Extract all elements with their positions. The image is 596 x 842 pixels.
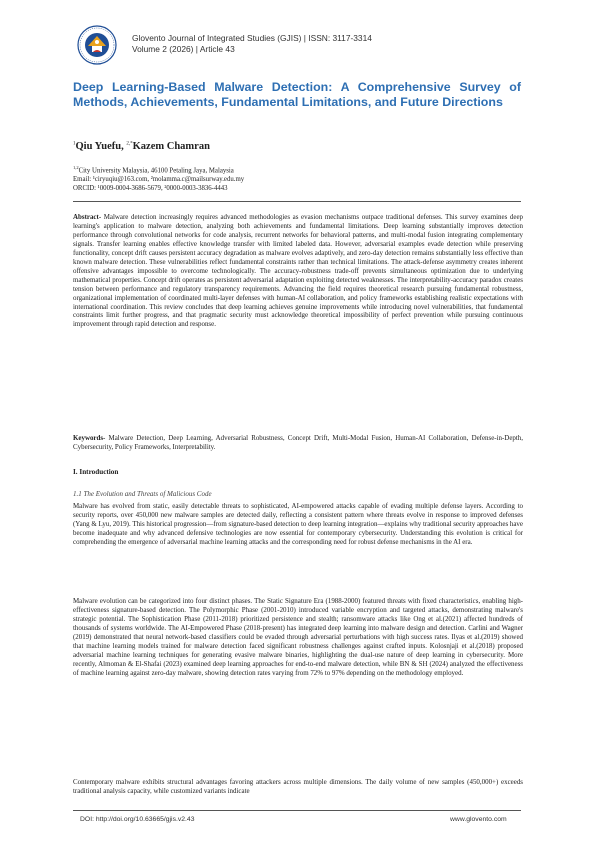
- author2-name: Kazem Chamran: [132, 141, 210, 152]
- paragraph: [73, 502, 523, 547]
- header-divider: [73, 201, 521, 202]
- keywords: [73, 434, 523, 452]
- author2-sup: 2,*: [126, 141, 133, 147]
- keywords-label: Keywords-: [73, 434, 106, 442]
- abstract: [73, 213, 523, 329]
- paragraph: [73, 778, 523, 796]
- author1-sup: 1: [73, 141, 76, 147]
- paragraph-text: Malware has evolved from static, easily detectable threats to sophisticated, AI-empowered attacks capable of evading multiple defense layers. According to security reports, over 450,000 new malware samples are detected daily, reflecting a consistent pattern where threats evolve in response to improved defenses (Yang & Lyu, 2019). This historical progression—from signature-based detection to deep learning integration—explains why traditional security approaches have become inadequate and why advanced defensive technologies are now essential for contemporary cybersecurity. Understanding this evolution is critical for comprehending the emergence of adversarial machine learning attacks and the corresponding need for robust defense mechanisms in the AI era.: [73, 502, 523, 546]
- footer-website[interactable]: www.glovento.com: [450, 816, 507, 823]
- journal-logo: [77, 25, 117, 65]
- journal-header: [132, 33, 372, 55]
- paragraph-text: Contemporary malware exhibits structural advantages favoring attackers across multiple dimensions. The daily volume of new samples (450,000+) exceeds traditional analysis capacity, while customized variants indicate: [73, 778, 523, 795]
- email-line: Email: ¹ciryuqiu@163.com, ²molamma.c@mailsurway.edu.my: [73, 176, 245, 184]
- paper-title: Deep Learning-Based Malware Detection: A Comprehensive Survey of Methods, Achievements, Fundamental Limitations, and Future Directions: [73, 80, 521, 109]
- keywords-text: Malware Detection, Deep Learning, Adversarial Robustness, Concept Drift, Multi-Modal Fusion, Human-AI Collaboration, Defense-in-Depth, Cybersecurity, Policy Frameworks, Interpretability.: [73, 434, 523, 451]
- footer-doi[interactable]: DOI: http://doi.org/10.63665/gjis.v2.43: [80, 816, 195, 823]
- author-list: [73, 141, 210, 152]
- volume-line: Volume 2 (2026) | Article 43: [132, 44, 235, 54]
- footer-divider: [73, 810, 521, 811]
- abstract-label: Abstract-: [73, 213, 102, 221]
- affiliation-block: [73, 164, 244, 194]
- affiliation-sup: 1,2: [73, 165, 79, 170]
- paragraph-text: Malware evolution can be categorized into four distinct phases. The Static Signature Era (1988-2000) featured threats with fixed characteristics, enabling high-effectiveness signature-based detection. The Polymorphic Phase (2001-2010) introduced variable encryption and targeted attacks, demonstrating malware's strategic potential. The Sophistication Phase (2011-2018) prioritized persistence and stealth; ransomware attacks like Ong et al.(2021) affected hundreds of thousands of systems worldwide. The AI-Empowered Phase (2018-present) has integrated deep learning into malware design and detection. Carlini and Wagner (2019) demonstrated that neural network-based classifiers could be evaded through adversarial perturbations with high success rates. Ilyas et al.(2019) showed that machine learning models trained for malware detection faced significant robustness challenges against crafted inputs. Kolosnjaji et al.(2018) proposed adversarial machine learning techniques for generating evasive malware binaries, highlighting the dual-use nature of deep learning in cybersecurity. More recently, Almoman & El-Shafai (2023) examined deep learning approaches for end-to-end malware detection, while BN & SH (2024) analyzed the effectiveness of machine learning against zero-day malware, showing detection rates varying from 72% to 97% depending on the methodology employed.: [73, 597, 523, 677]
- affiliation-line: City University Malaysia, 46100 Petaling Jaya, Malaysia: [78, 167, 234, 175]
- subsection-heading: 1.1 The Evolution and Threats of Malicious Code: [73, 490, 212, 498]
- paragraph: [73, 597, 523, 678]
- journal-line: Glovento Journal of Integrated Studies (GJIS) | ISSN: 3117-3314: [132, 33, 372, 43]
- orcid-line: ORCID: ¹0009-0004-3686-5679, ²0000-0003-3836-4443: [73, 184, 228, 192]
- section-heading: I. Introduction: [73, 468, 119, 476]
- abstract-text: Malware detection increasingly requires advanced methodologies as evasion mechanisms outpace traditional defenses. This survey examines deep learning's application to malware detection, analyzing both achievements and fundamental limitations. Deep learning substantially improves detection performance through convolutional networks for code analysis, recurrent networks for behavioral patterns, and multi-modal fusion integrating complementary signals. Transfer learning enables effective knowledge transfer with limited labeled data. However, adversarial examples evade detection while preserving functionality, concept drift causes persistent accuracy degradation as malware evolves adaptively, and zero-day detection remains substantially less effective than known malware detection. These vulnerabilities reflect fundamental constraints rather than technical limitations. The attack-defense asymmetry creates inherent offensive advantages impossible to overcome technologically. The accuracy-robustness trade-off prevents simultaneous optimization due to underlying mathematical properties. Concept drift operates as persistent adversarial adaptation exploiting detected weaknesses. The interpretability-accuracy paradox creates tension between performance and regulatory transparency requirements. Advancing the field requires theoretical research pursuing fundamental robustness, organizational implementation of coordinated multi-layer defenses with human-AI collaboration, and policy frameworks establishing realistic expectations with international coordination. This review concludes that deep learning achieves genuine improvements while introducing novel vulnerabilities, that fundamental constraints limit further progress, and that pragmatic security must acknowledge theoretical impossibility of perfect prevention while pursuing continuous improvement through rapid detection and response.: [73, 213, 523, 329]
- author1-name: Qiu Yuefu,: [75, 141, 124, 152]
